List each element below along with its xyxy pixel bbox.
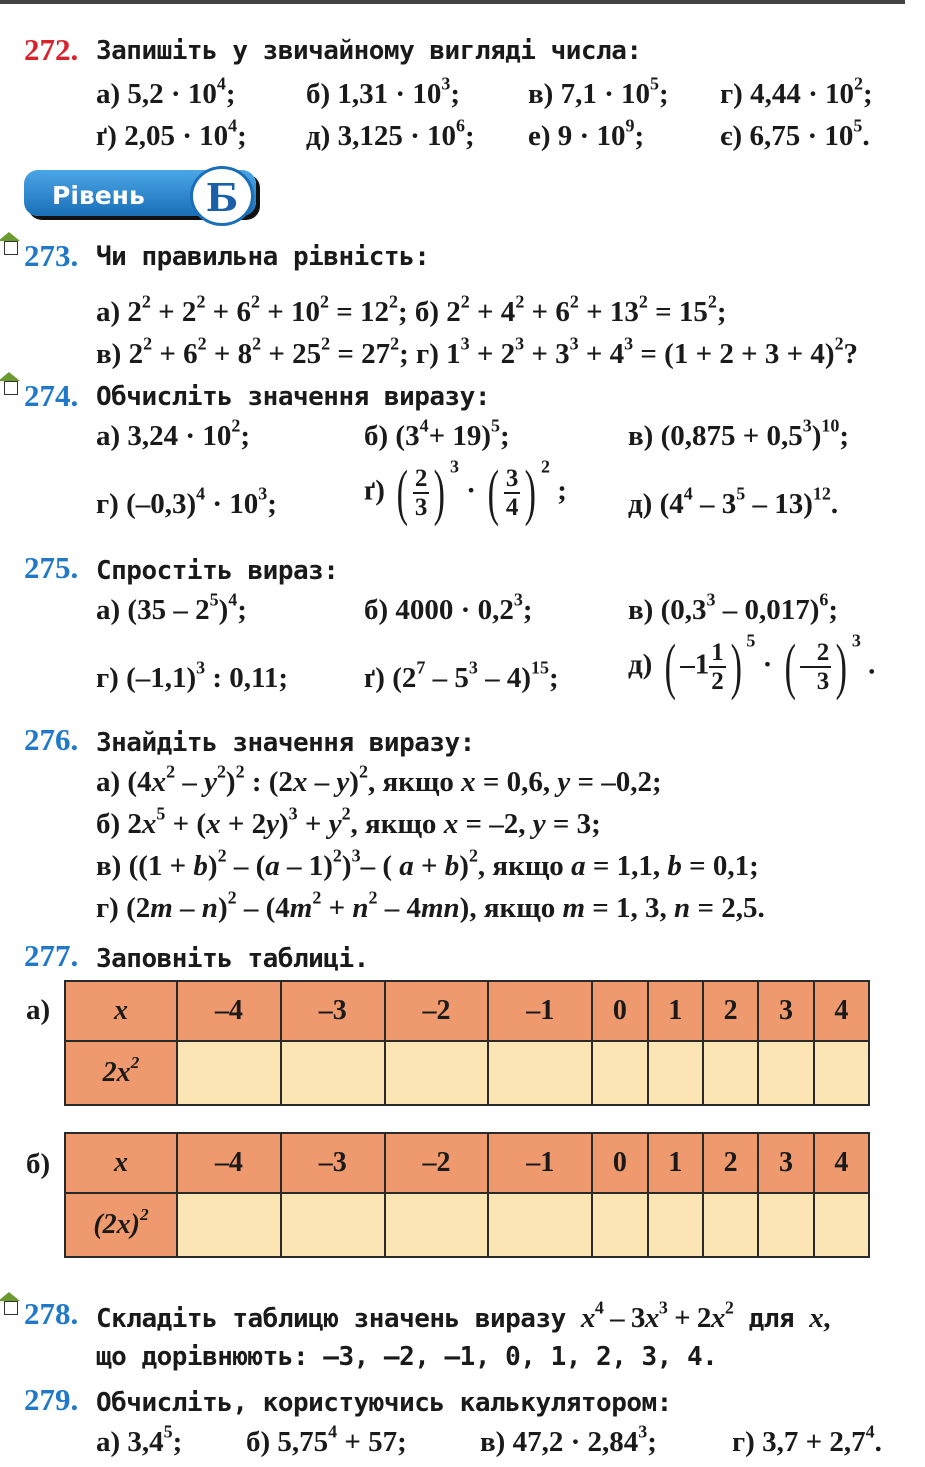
table-a-empty-cell — [592, 1041, 647, 1105]
table-b-label: б) — [26, 1148, 51, 1180]
table-b-expression: $(2x)^2$ — [65, 1193, 177, 1257]
table-b-x-cell: –1 — [488, 1133, 592, 1193]
values-table-a — [64, 980, 870, 1106]
problem-title-274: Обчисліть значення виразу: — [96, 382, 490, 412]
level-letter: Б — [205, 175, 239, 220]
table-b-empty-cell — [592, 1193, 647, 1257]
table-b-x-cell: 2 — [703, 1133, 758, 1193]
problem-title-279: Обчисліть, користуючись калькулятором: — [96, 1388, 672, 1418]
problem-276-row-c: в) $((1 + b)^2 - (a - 1)^2)^3-$ ( a + b)$^2$, якщо a = 1,1, b = 0,1; — [96, 845, 759, 882]
table-a-empty-cell — [488, 1041, 592, 1105]
top-rule — [0, 0, 905, 4]
table-b-value-row — [65, 1193, 869, 1257]
table-b-x-cell: 0 — [592, 1133, 647, 1193]
problem-number-272: 272. — [24, 32, 79, 67]
problem-title-277: Заповніть таблиці. — [96, 944, 369, 974]
table-a-x-cell: 1 — [648, 981, 703, 1041]
table-b-x-cell: 4 — [814, 1133, 869, 1193]
problem-title-275: Спростіть вираз: — [96, 556, 339, 586]
problem-number-274: 274. — [24, 378, 79, 413]
table-b-empty-cell — [703, 1193, 758, 1257]
level-label: Рівень — [52, 181, 145, 210]
table-b-empty-cell — [281, 1193, 385, 1257]
problem-number-277: 277. — [24, 938, 79, 973]
problem-273-row-2: в) $2^2 + 6^2 + 8^2 + 25^2 = 27^2$; г) $1^3 + 2^3 + 3^3 + 4^3 = (1 + 2 + 3 + 4)^2$? — [96, 333, 859, 370]
table-b-x-cell: –4 — [177, 1133, 281, 1193]
house-icon — [4, 1292, 20, 1314]
table-b-header-row — [65, 1133, 869, 1193]
table-b-empty-cell — [385, 1193, 489, 1257]
table-a-empty-cell — [703, 1041, 758, 1105]
problem-278-line-1: Складіть таблицю значень виразу $x^4 - 3x^3 + 2x^2$ для x, — [96, 1297, 830, 1334]
problem-number-279: 279. — [24, 1382, 79, 1417]
table-b-x-header: x — [65, 1133, 177, 1193]
problem-title-276: Знайдіть значення виразу: — [96, 728, 475, 758]
table-b-x-cell: 1 — [648, 1133, 703, 1193]
table-a-empty-cell — [758, 1041, 813, 1105]
table-b-x-cell: –3 — [281, 1133, 385, 1193]
problem-273-row-1: а) $2^2 + 2^2 + 6^2 + 10^2 = 12^2$; б) $2^2 + 4^2 + 6^2 + 13^2 = 15^2$; — [96, 291, 727, 328]
table-a-x-cell: 4 — [814, 981, 869, 1041]
table-a-empty-cell — [814, 1041, 869, 1105]
table-a-expression: $2x^2$ — [65, 1041, 177, 1105]
table-a-x-cell: –3 — [281, 981, 385, 1041]
table-a-x-cell: –1 — [488, 981, 592, 1041]
problem-title-272: Запишіть у звичайному вигляді числа: — [96, 36, 642, 66]
level-badge — [24, 166, 260, 222]
problem-276-row-a: а) $(4x^2 - y^2)^2$ : (2x – y)$^2$, якщо x = 0,6, y = –0,2; — [96, 761, 662, 798]
table-a-x-cell: –2 — [385, 981, 489, 1041]
table-a-label: а) — [26, 994, 51, 1026]
table-a-x-cell: –4 — [177, 981, 281, 1041]
table-a-value-row — [65, 1041, 869, 1105]
level-letter-circle — [190, 166, 254, 226]
table-b-empty-cell — [488, 1193, 592, 1257]
table-a-x-header: x — [65, 981, 177, 1041]
problem-number-276: 276. — [24, 722, 79, 757]
table-a-header-row — [65, 981, 869, 1041]
problem-number-278: 278. — [24, 1296, 79, 1331]
house-icon — [4, 372, 20, 394]
table-a-x-cell: 3 — [758, 981, 813, 1041]
problem-278-line-2: що дорівнюють: –3, –2, –1, 0, 1, 2, 3, 4. — [96, 1342, 718, 1372]
table-b-empty-cell — [814, 1193, 869, 1257]
table-a-empty-cell — [177, 1041, 281, 1105]
table-b-empty-cell — [758, 1193, 813, 1257]
problem-number-273: 273. — [24, 238, 79, 273]
problem-276-row-d: г) $(2m - n)^2 - (4m^2 + n^2 - 4mn)$, якщо m = 1, 3, n = 2,5. — [96, 887, 765, 924]
problem-number-275: 275. — [24, 550, 79, 585]
table-a-x-cell: 0 — [592, 981, 647, 1041]
problem-276-row-b: б) $2x^5 + (x + 2y)^3 + y^2$, якщо x = –2, y = 3; — [96, 803, 601, 840]
table-b-empty-cell — [177, 1193, 281, 1257]
table-b-empty-cell — [648, 1193, 703, 1257]
table-a-x-cell: 2 — [703, 981, 758, 1041]
table-b-x-cell: 3 — [758, 1133, 813, 1193]
table-a-empty-cell — [385, 1041, 489, 1105]
table-b-x-cell: –2 — [385, 1133, 489, 1193]
problem-title-273: Чи правильна рівність: — [96, 242, 430, 272]
table-a-empty-cell — [648, 1041, 703, 1105]
table-a-empty-cell — [281, 1041, 385, 1105]
house-icon — [4, 232, 20, 254]
values-table-b — [64, 1132, 870, 1258]
